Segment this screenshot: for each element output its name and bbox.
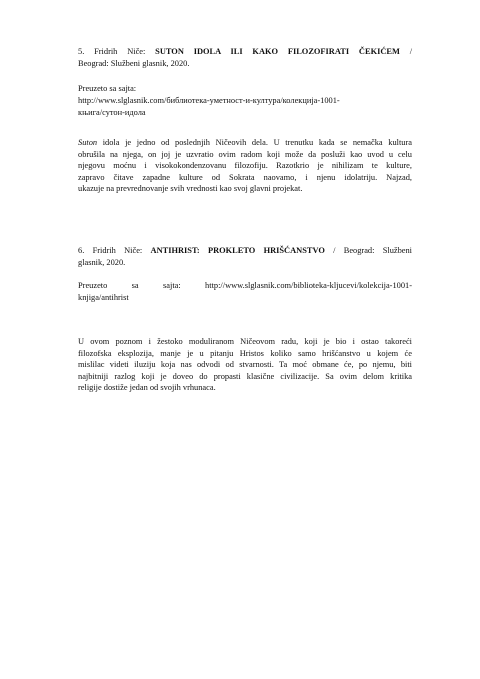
source-line[interactable]: knjiga/antihrist <box>78 292 129 302</box>
entry-5-source-label: Preuzeto sa sajta: <box>78 84 137 93</box>
description-line: ukazuje na prevrednovanje svih vrednosti kao svoj glavni projekat. <box>78 184 303 194</box>
entry-number: 5. <box>78 47 85 56</box>
entry-number: 6. <box>78 246 85 255</box>
heading-line <box>78 245 412 257</box>
entry-title: ANTIHRIST: PROKLETO HRIŠĆANSTVO <box>150 246 325 255</box>
entry-author: Fridrih Niče: <box>94 47 146 56</box>
description-line: U ovom poznom i žestoko moduliranom Ničeovom radu, koji je bio i ostao takoreći <box>78 337 412 346</box>
description-italic: Suton <box>78 138 98 147</box>
entry-5-publisher: Beograd: Službeni glasnik, 2020. <box>78 59 190 68</box>
description-line: mislilac videti iluziju koja nas odvodi od stvarnosti. Ta moć obmane će, po njemu, biti <box>78 360 412 370</box>
entry-6-heading <box>78 245 412 268</box>
entry-5-source-url[interactable] <box>78 95 412 118</box>
entry-6-source[interactable] <box>78 280 412 303</box>
entry-author: Fridrih Niče: <box>92 246 143 255</box>
description-line: njegovu moćnu i visokokondenzovanu filozofiju. Razotkrio je nihilizam te kulture, <box>78 161 412 171</box>
description-line <box>78 137 412 149</box>
description-line: religije dostiže jedan od svojih vrhunaca. <box>78 383 216 393</box>
description-line: zapravo čitave zapadne kulture od Sokrata naovamo, i njenu idolatriju. Najzad, <box>78 172 412 182</box>
entry-5-heading <box>78 46 412 58</box>
url-line[interactable]: http://www.slglasnik.com/библиотека-уметност-и-култура/колекција-1001- <box>78 96 340 105</box>
description-text: idola je jedno od poslednjih Ničeovih dela. U trenutku kada se nemačka kultura <box>97 138 412 147</box>
entry-6-description <box>78 336 412 394</box>
entry-5-description <box>78 137 412 195</box>
entry-title: SUTON IDOLA ILI KAKO FILOZOFIRATI ČEKIĆEM <box>155 47 400 56</box>
description-line: filozofska eksplozija, manje je u pitanju Hristos koliko samo hrišćanstvo u kojem će <box>78 348 412 358</box>
entry-publisher: / Beograd: Službeni <box>333 246 413 255</box>
description-line: najbitniji razlog koji je doveo do propasti klasične civilizacije. Sa ovim delom kritika <box>78 371 412 381</box>
url-line[interactable]: књига/сутон-идола <box>78 107 146 117</box>
heading-line: glasnik, 2020. <box>78 257 126 267</box>
description-line: obrušila na njega, on joj je uzvratio ovim radom koji može da posluži kao uvod u celu <box>78 149 412 159</box>
entry-slash: / <box>409 47 413 56</box>
source-line[interactable]: Preuzeto sa sajta: http://www.slglasnik.com/biblioteka-kljucevi/kolekcija-1001- <box>78 281 412 290</box>
